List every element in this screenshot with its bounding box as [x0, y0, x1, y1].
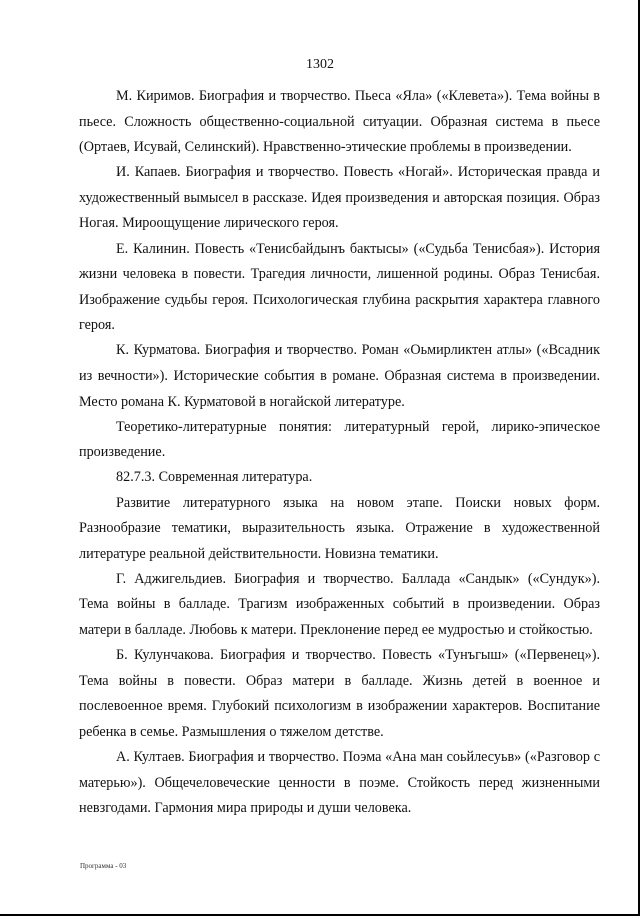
paragraph-kultaev: А. Култаев. Биография и творчество. Поэма «Ана ман соьйлесуьв» («Разговор с матерью»). Общечеловеческие ценности в поэме. Стойкость перед жизненными невзгодами. Гармония мира природы и души человека.	[79, 748, 600, 817]
document-body	[79, 84, 600, 821]
paragraph-kurmatova: К. Курматова. Биография и творчество. Роман «Оьмирликтен атлы» («Всадник из вечности»). Исторические события в романе. Образная система в произведении. Место романа К. Курматовой в ногайской литературе.	[79, 342, 600, 410]
page-footer: Программа - 03	[80, 862, 127, 870]
paragraph-modern-literature-intro: Развитие литературного языка на новом этапе. Поиски новых форм. Разнообразие тематики, выразительность языка. Отражение в художественной литературе реальной действительности. Новизна тематики.	[79, 494, 600, 562]
paragraph-kalinin: Е. Калинин. Повесть «Тенисбайдынъ бактысы» («Судьба Тенисбая»). История жизни человека в повести. Трагедия личности, лишенной родины. Образ Тенисбая. Изображение судьбы героя. Психологическая глубина раскрытия характера главного героя.	[79, 240, 600, 334]
page-number: 1302	[306, 57, 334, 72]
paragraph-kapaev: И. Капаев. Биография и творчество. Повесть «Ногай». Историческая правда и художественный вымысел в рассказе. Идея произведения и авторская позиция. Образ Ногая. Мироощущение лирического героя.	[79, 164, 600, 232]
section-heading-modern-literature: 82.7.3. Современная литература.	[116, 469, 313, 486]
paragraph-kulunchakova: Б. Кулунчакова. Биография и творчество. Повесть «Тунъгыш» («Первенец»). Тема войны в повести. Образ матери в балладе. Жизнь детей в военное и послевоенное время. Глубокий психологизм в изображении характеров. Воспитание ребенка в семье. Размышления о тяжелом детстве.	[79, 647, 600, 740]
paragraph-theory-concepts: Теоретико-литературные понятия: литературный герой, лирико-эпическое произведение.	[79, 418, 600, 461]
paragraph-adzhigeldiev: Г. Аджигельдиев. Биография и творчество. Баллада «Сандык» («Сундук»). Тема войны в балладе. Трагизм изображенных событий в произведении. Образ матери в балладе. Любовь к матери. Преклонение перед ее мудростью и стойкостью.	[79, 570, 600, 638]
paragraph-kirimov: М. Киримов. Биография и творчество. Пьеса «Яла» («Клевета»). Тема войны в пьесе. Сложность общественно-социальной ситуации. Образная система в пьесе (Ортаев, Исувай, Селинский). Нравственно-этические проблемы в произведении.	[79, 88, 600, 156]
